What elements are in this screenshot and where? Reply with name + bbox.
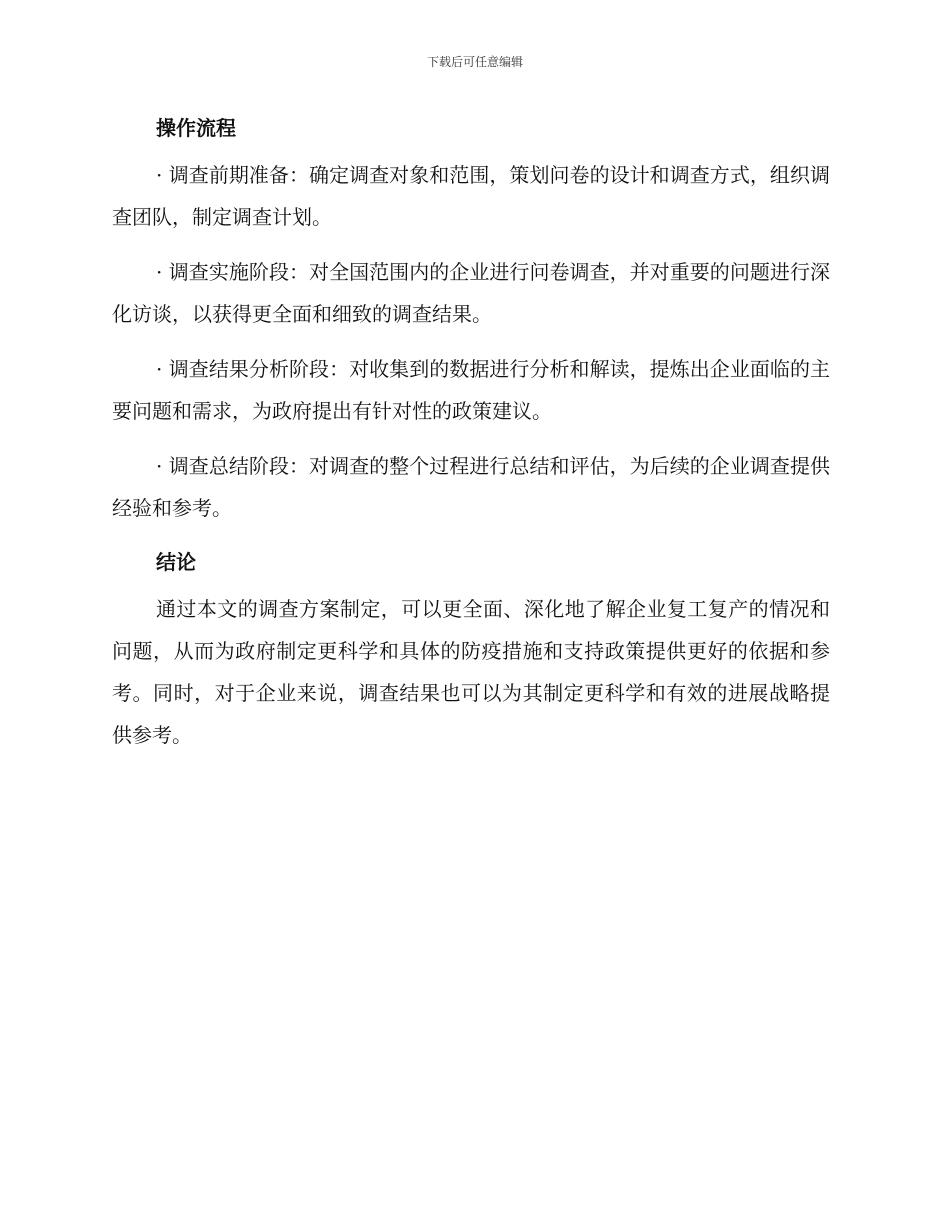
section-heading-process: 操作流程 (156, 116, 236, 140)
section-heading-conclusion: 结论 (156, 550, 196, 574)
conclusion-paragraph: 通过本文的调查方案制定，可以更全面、深化地了解企业复工复产的情况和问题，从而为政府制定更科学和具体的防疫措施和支持政策提供更好的依据和参考。同时，对于企业来说，调查结果也可以为其制定更科学和有效的进展战略提供参考。 (112, 597, 830, 747)
process-item-summary: · 调查总结阶段：对调查的整个过程进行总结和评估，为后续的企业调查提供经验和参考。 (112, 454, 830, 520)
process-item-analysis: · 调查结果分析阶段：对收集到的数据进行分析和解读，提炼出企业面临的主要问题和需求，为政府提出有针对性的政策建议。 (112, 357, 830, 423)
process-item-implementation: · 调查实施阶段：对全国范围内的企业进行问卷调查，并对重要的问题进行深化访谈，以获得更全面和细致的调查结果。 (112, 260, 830, 326)
page-header-note: 下载后可任意编辑 (426, 55, 523, 69)
process-item-preparation: · 调查前期准备：确定调查对象和范围，策划问卷的设计和调查方式，组织调查团队，制定调查计划。 (112, 163, 830, 229)
document-body (112, 108, 830, 769)
